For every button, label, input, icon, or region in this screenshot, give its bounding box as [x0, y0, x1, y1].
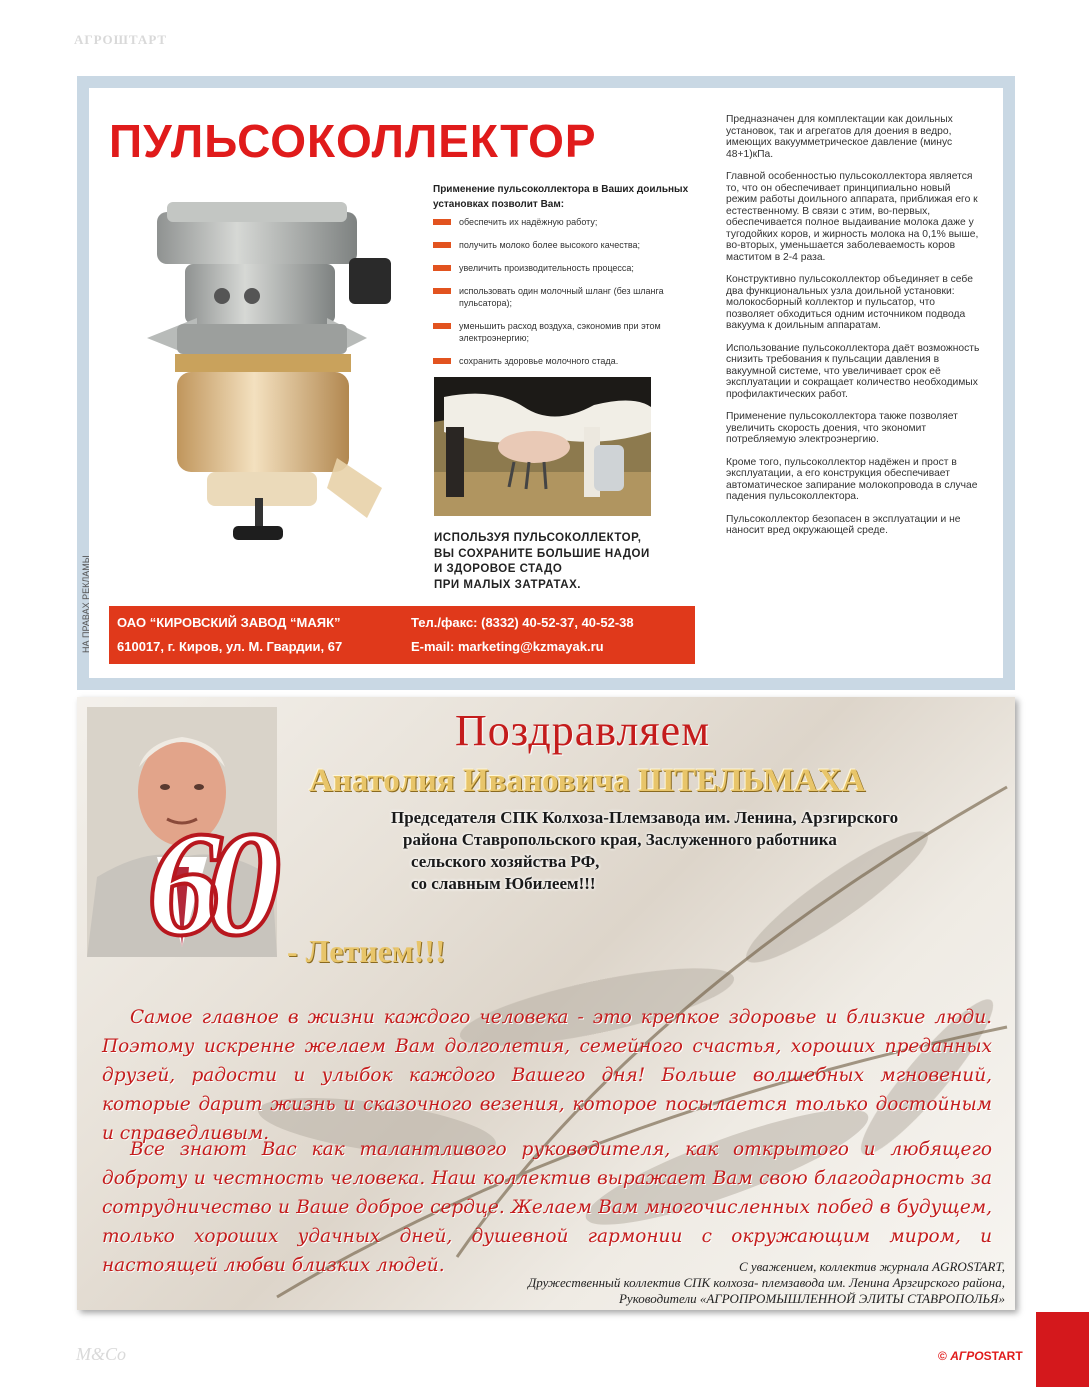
company-name: ОАО “КИРОВСКИЙ ЗАВОД “МАЯК” [117, 615, 341, 630]
bullet-icon [433, 242, 451, 248]
benefits-title: Применение пульсоколлектора в Ваших доильных установках позволит Вам: [433, 184, 689, 210]
wish-paragraph-1: Самое главное в жизни каждого человека - это крепкое здоровье и близкие люди. Поэтому искренне желаем Вам долголетия, семейного счастья, хороших преданных друзей, радости и улыбок каждого Вашего дня! Больше волшебных мгновений, которые дарит жизнь и сказочного везения, которое посылается только достойным и справедливым. [102, 1007, 992, 1144]
list-item: получить молоко более высокого качества; [433, 239, 693, 251]
congratulation-heading: Поздравляем [455, 706, 711, 755]
list-item: сохранить здоровье молочного стада. [433, 355, 693, 367]
copyright-icon: © [938, 1349, 947, 1363]
pulse-collector-image [137, 198, 407, 568]
contact-bar [109, 606, 695, 664]
signature-block: С уважением, коллектив журнала AGROSTART, Дружественный коллектив СПК колхоза- племзавода им. Ленина Арзгирского района, Руководители «АГРОПРОМЫШЛЕННОЙ ЭЛИТЫ СТАВРОПОЛЬЯ» [527, 1259, 1005, 1306]
bullet-icon [433, 265, 451, 271]
ad-title: ПУЛЬСОКОЛЛЕКТОР [109, 115, 597, 167]
list-item: использовать один молочный шланг (без шланга пульсатора); [433, 285, 693, 309]
advertisement-block [77, 76, 1015, 690]
advertising-note: НА ПРАВАХ РЕКЛАМЫ [81, 555, 91, 653]
anniversary-suffix: - Летием!!! [287, 933, 446, 969]
milking-cow-photo [434, 377, 651, 516]
list-item: увеличить производительность процесса; [433, 262, 693, 274]
company-phone: Тел./факс: (8332) 40-52-37, 40-52-38 [411, 615, 634, 630]
brand-agro: АГРО [950, 1349, 984, 1363]
bullet-icon [433, 323, 451, 329]
wish-paragraph-2: Все знают Вас как талантливого руководителя, как открытого и любящего доброту и честность человека. Наш коллектив выражает Вам свою благодарность за сотрудничество и Ваше доброе сердце. Желаем Вам многочисленных побед в будущем, только хороших удачных дней, душевной гармонии с окружающим миром, и настоящей любви близких людей. [102, 1139, 992, 1276]
company-address: 610017, г. Киров, ул. М. Гвардии, 67 [117, 639, 343, 654]
corner-watermark: АГРОШТАРТ [74, 32, 168, 47]
company-email[interactable]: E-mail: marketing@kzmayak.ru [411, 639, 604, 654]
benefits-list [433, 182, 693, 378]
anniversary-number: 60 [147, 801, 265, 967]
magazine-logo [938, 1349, 1023, 1363]
advertisement-panel [81, 88, 1003, 678]
list-item: обеспечить их надёжную работу; [433, 216, 693, 228]
ad-slogan: ИСПОЛЬЗУЯ ПУЛЬСОКОЛЛЕКТОР, ВЫ СОХРАНИТЕ БОЛЬШИЕ НАДОИ И ЗДОРОВОЕ СТАДО ПРИ МАЛЫХ ЗАТРАТАХ. [434, 532, 650, 591]
footer-watermark: M&Co [76, 1344, 127, 1364]
bullet-icon [433, 288, 451, 294]
bullet-icon [433, 358, 451, 364]
page-edge-tab [1036, 1312, 1089, 1387]
honoree-position: Председателя СПК Колхоза-Племзавода им. Ленина, Арзгирского района Ставропольского края, Заслуженного работника сельского хозяйства РФ, со славным Юбилеем!!! [391, 808, 899, 893]
congratulation-block [77, 697, 1015, 1310]
product-description: Предназначен для комплектации как доильных установок, так и агрегатов для доения в ведро, имеющих вакуумметрическое давление (минус 48+1)кПа. Главной особенностью пульсоколлектора является то, что он обеспечивает принципиально новый режим работы доильного аппарата, приближая его к естественному. В связи с этим, во-первых, обеспечивается полное выдаивание молока даже у тугодойких коров, и жирность молока на 0,1% выше, во-вторых, уменьшается заболеваемость коров маститом в 2-4 раза. Конструктивно пульсоколлектор объединяет в себе два функциональных узла доильной установки: молокосборный коллектор и пульсатор, что позволяет обходиться одним источником подвода вакуума к доильным аппаратам. Использование пульсоколлектора даёт возможность снизить требования к пульсации давления в вакуумной системе, что увеличивает срок её эксплуатации и сокращает количество необходимых профилактических работ. Применение пульсоколлектора также позволяет увеличить скорость доения, что экономит потребляемую электроэнергию. Кроме того, пульсоколлектор надёжен и прост в эксплуатации, а его конструкция обеспечивает автоматическое запирание молокопровода в случае падения пульсоколлектора. Пульсоколлектор безопасен в эксплуатации и не наносит вред окружающей среде. [726, 114, 980, 536]
brand-start: START [983, 1349, 1023, 1363]
list-item: уменьшить расход воздуха, сэкономив при этом электроэнергию; [433, 320, 693, 344]
honoree-name: Анатолия Ивановича ШТЕЛЬМАХА [309, 763, 866, 799]
bullet-icon [433, 219, 451, 225]
